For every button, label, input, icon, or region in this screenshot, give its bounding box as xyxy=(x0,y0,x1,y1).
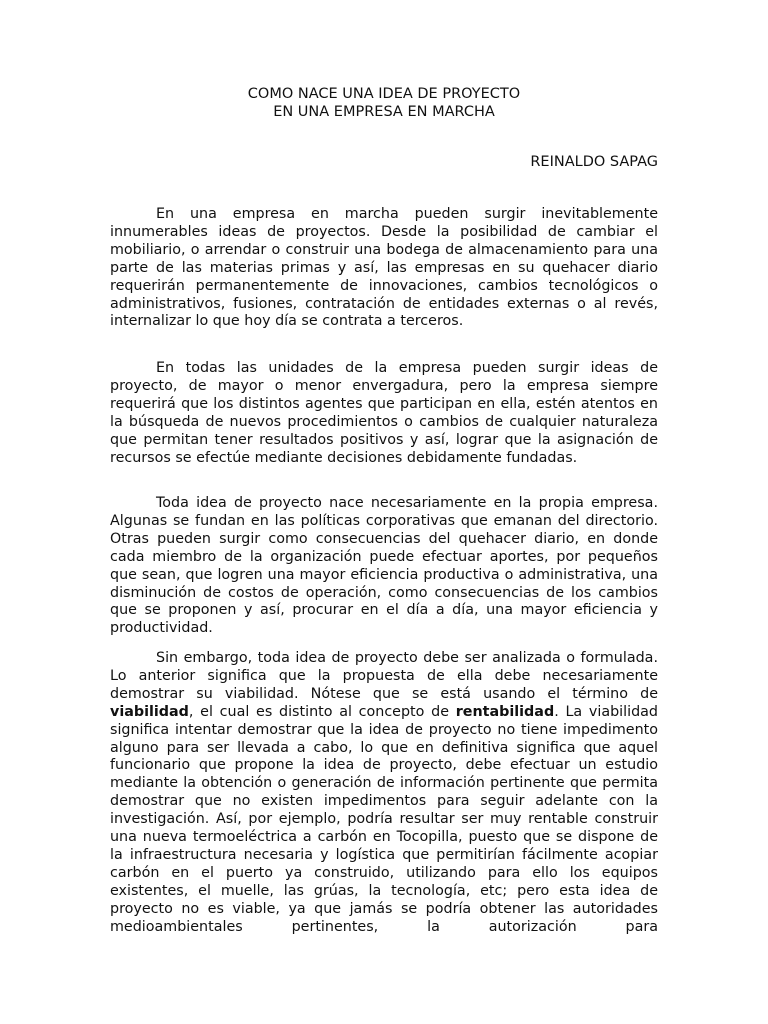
paragraph-4-text-c: . La viabilidad significa intentar demostrar que la idea de proyecto no tiene impedimento alguno para ser llevada a cabo, lo que en definitiva significa que aquel funcionario que propone la idea de proyecto, debe efectuar un estudio mediante la obtención o generación de información pertinente que permita demostrar que no existen impedimentos para seguir adelante con la investigación. Así, por ejemplo, podría resultar ser muy rentable construir una nueva termoeléctrica a carbón en Tocopilla, puesto que se dispone de la infraestructura necesaria y logística que permitirían fácilmente acopiar carbón en el puerto ya construido, utilizando para ello los equipos existentes, el muelle, las grúas, la tecnología, etc; pero esta idea de proyecto no es viable, ya que jamás se podría obtener las autoridades medioambientales pertinentes, la autorización para xyxy=(110,703,658,935)
document-title-line-1: COMO NACE UNA IDEA DE PROYECTO xyxy=(247,86,521,102)
term-rentabilidad: rentabilidad xyxy=(455,703,555,720)
paragraph-3: Toda idea de proyecto nace necesariamente en la propia empresa. Algunas se fundan en las políticas corporativas que emanan del directorio. Otras pueden surgir como consecuencias del quehacer diario, en donde cada miembro de la organización puede efectuar aportes, por pequeños que sean, que logren una mayor eficiencia productiva o administrativa, una disminución de costos de operación, como consecuencias de los cambios que se proponen y así, procurar en el día a día, una mayor eficiencia y productividad. xyxy=(110,495,658,637)
paragraph-1: En una empresa en marcha pueden surgir inevitablemente innumerables ideas de proyectos. Desde la posibilidad de cambiar el mobiliario, o arrendar o construir una bodega de almacenamiento para una parte de las materias primas y así, las empresas en su quehacer diario requerirán permanentemente de innovaciones, cambios tecnológicos o administrativos, fusiones, contratación de entidades externas o al revés, internalizar lo que hoy día se contrata a terceros. xyxy=(110,206,658,330)
paragraph-4-text-a: Sin embargo, toda idea de proyecto debe ser analizada o formulada. Lo anterior significa que la propuesta de ella debe necesariamente demostrar su viabilidad. Nótese que se está usando el término de xyxy=(110,650,658,702)
paragraph-4-text-b: , el cual es distinto al concepto de xyxy=(188,703,456,720)
document-title-line-2: EN UNA EMPRESA EN MARCHA xyxy=(273,104,495,120)
paragraph-4 xyxy=(110,650,658,937)
paragraph-2: En todas las unidades de la empresa pueden surgir ideas de proyecto, de mayor o menor envergadura, pero la empresa siempre requerirá que los distintos agentes que participan en ella, estén atentos en la búsqueda de nuevos procedimientos o cambios de cualquier naturaleza que permitan tener resultados positivos y así, lograr que la asignación de recursos se efectúe mediante decisiones debidamente fundadas. xyxy=(110,360,658,466)
term-viabilidad: viabilidad xyxy=(110,703,189,720)
author-name: REINALDO SAPAG xyxy=(530,154,658,170)
